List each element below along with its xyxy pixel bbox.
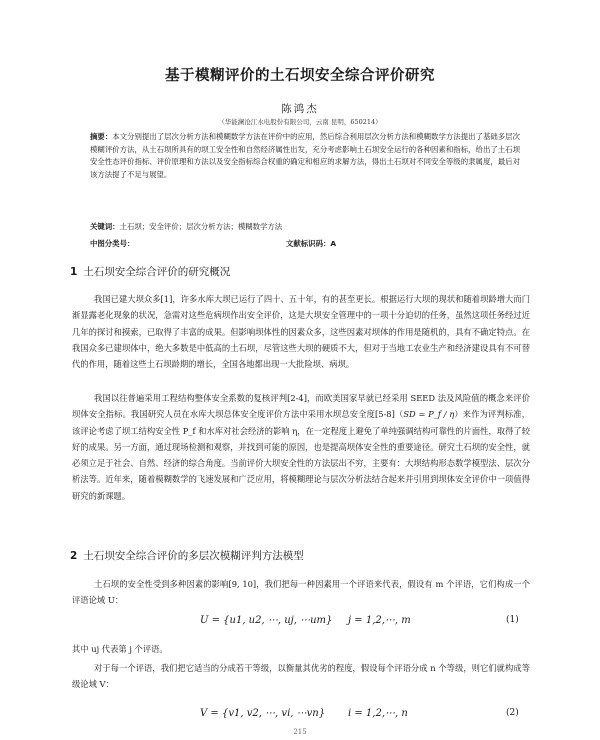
section-1-paragraph-2a: 我国以往普遍采用工程结构整体安全系数的复核评判[2-4]，而欧美国家早就已经采用 SEED 法及风险值的概念来评价坝体安全指标。我国研究人员在水库大坝总体安全度评价方法中采用水坝总安全度[5-8]（ [72, 393, 530, 420]
section-2-title: 土石坝安全综合评价的多层次模糊评判方法模型 [83, 550, 304, 562]
section-2-number: 2 [70, 550, 78, 562]
page-number: 215 [293, 728, 307, 736]
clc-label: 中图分类号： [90, 239, 135, 248]
section-1-paragraph-2 [72, 390, 530, 504]
document-code [286, 238, 336, 249]
clc-number [90, 238, 134, 249]
document-code-label: 文献标识码： [286, 239, 331, 248]
keywords-label: 关键词： [90, 222, 120, 231]
section-2-paragraph-3: 对于每一个评语，我们把它适当的分成若干等级，以衡量其优劣的程度，假设每个评语分成 n 个等级，则它们就构成等级论域 V： [72, 663, 530, 690]
keywords [90, 221, 520, 232]
abstract [90, 131, 520, 181]
equation-2-tag: (2) [506, 708, 519, 718]
section-2-heading [70, 548, 304, 563]
abstract-label: 摘要： [90, 132, 113, 141]
paper-title: 基于模糊评价的土石坝安全综合评价研究 [165, 68, 435, 84]
equation-1 [0, 615, 600, 629]
section-1-number: 1 [70, 266, 78, 278]
author-affiliation: （华能澜沧江水电股份有限公司，云南 昆明，650214） [218, 118, 382, 126]
section-1-title: 土石坝安全综合评价的研究概况 [83, 266, 231, 278]
section-2-paragraph-1: 土石坝的安全性受到多种因素的影响[9, 10]，我们把每一种因素用一个评语来代表，假设有 m 个评语，它们构成一个评语论域 U： [72, 579, 530, 606]
section-1-paragraph-1: 我国已建大坝众多[1]，许多水库大坝已运行了四十、五十年，有的甚至更长。根据运行大坝的现状和随着坝龄增大而门渐显露老化现象的状况，急需对这些危病坝作出安全评价，这是大坝安全管理中的一项十分迫切的任务，虽然这项任务经过近几年的探讨和摸索，已取得了丰富的成果。但影响坝体性的因素众多，这些因素对坝体的作用是随机的，具有不确定特点。在我国众多已建坝体中，绝大多数是中低高的土石坝，尽管这些大坝的硬质不大，但对于当地工农业生产和经济建设具有不可替代的作用，随着这些土石坝龄期的增长，全国各地都出现一大批险坝、病坝。 [72, 294, 530, 370]
equation-2 [0, 708, 600, 722]
author-name: 陈鸿杰 [281, 103, 319, 115]
section-1-heading [70, 264, 230, 279]
equation-1-range: j = 1,2,⋯, m [348, 615, 411, 626]
section-1-paragraph-2b: ）来作为评判标准，该评论考虑了坝工结构安全性 P_f 和水库对社会经济的影响 η，在一定程度上避免了单纯强调结构可靠性的片面性，取得了较好的成果。另一方面，通过现场检测和观察，并找到可能的原因，也是提高坝体安全性的重要途径。研究土石坝的安全性，就必须立足于社会、自然、经济的综合角度。当前评价大坝安全性的方法层出不穷，主要有：大坝结构形态数学模型法、层次分析法等。近年来，随着模糊数学的飞速发展和广泛应用，将模糊理论与层次分析法结合起来并引用到坝体安全评价中一项值得研究的新课题。 [72, 409, 530, 501]
equation-1-body: U = {u1, u2, ⋯, uj, ⋯um} [200, 615, 333, 626]
safety-degree-formula: SD = P_f / η [403, 409, 455, 420]
equation-2-range: i = 1,2,⋯, n [348, 708, 408, 719]
equation-1-tag: (1) [506, 615, 519, 625]
section-2-paragraph-2: 其中 uj 代表第 j 个评语。 [72, 644, 168, 654]
document-code-value: A [330, 239, 337, 248]
keywords-text: 土石坝；安全评价；层次分析方法；模糊数学方法 [119, 222, 283, 231]
abstract-text: 本文分别提出了层次分析方法和模糊数学方法在评价中的应用，然后综合利用层次分析方法和模糊数学方法提出了基础多层次模糊评价方法，从土石坝所具有的坝工安全性和自然经济属性出发，充分考虑影响土石坝安全运行的各种因素和指标，给出了土石坝安全性态评价指标、评价原理和方法以及安全指标综合权重的确定和相应的求解方法，得出土石坝对不同安全等级的隶属度，最后对该方法提了不足与展望。 [90, 132, 520, 179]
equation-2-body: V = {v1, v2, ⋯, vi, ⋯vn} [200, 708, 326, 719]
